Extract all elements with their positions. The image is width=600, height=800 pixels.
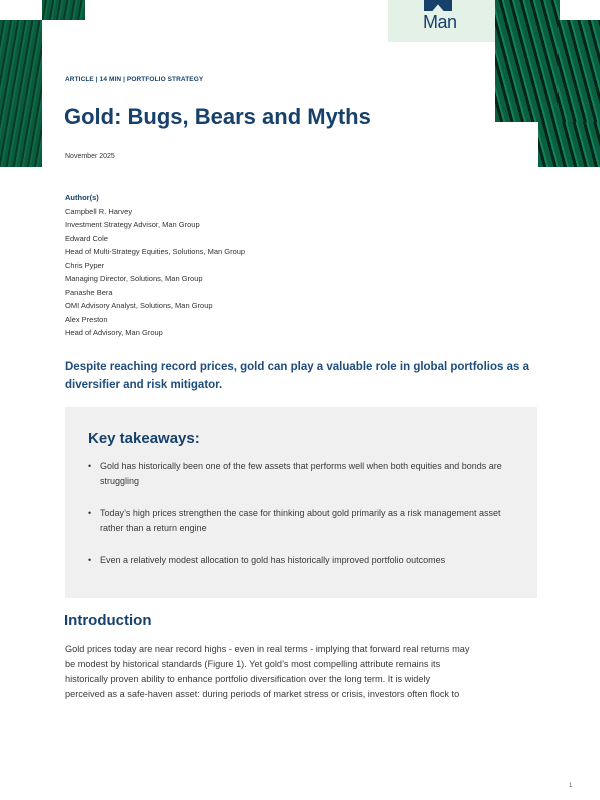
paragraph-line: historically proven ability to enhance portfolio diversification over the long term. It is widely: [65, 674, 431, 684]
meta-category: PORTFOLIO STRATEGY: [126, 76, 204, 83]
meta-type: ARTICLE: [65, 76, 94, 83]
lead-summary: Despite reaching record prices, gold can play a valuable role in global portfolios as a diversifier and risk mitigator.: [65, 361, 529, 391]
decorative-pattern: [538, 122, 600, 167]
authors-heading: Author(s): [65, 193, 99, 202]
logo-text: Man: [423, 12, 457, 32]
publish-date: November 2025: [65, 153, 115, 160]
paragraph-line: be modest by historical standards (Figure 1). Yet gold’s most compelling attribute remains its: [65, 659, 441, 669]
logo-mark-icon: [424, 0, 452, 11]
paragraph-line: perceived as a safe-haven asset: during periods of market stress or crisis, investors often flock to: [65, 689, 460, 699]
author-role: Head of Advisory, Man Group: [65, 328, 163, 337]
page-title: Gold: Bugs, Bears and Myths: [64, 104, 371, 129]
meta-read-time: 14 MIN: [99, 76, 122, 83]
authors-section: [65, 191, 245, 340]
author-name: Edward Cole: [65, 233, 108, 243]
key-takeaways-heading: Key takeaways:: [88, 430, 200, 447]
list-item: • Even a relatively modest allocation to gold has historically improved portfolio outcomes: [88, 553, 518, 568]
page-number: 1: [569, 783, 573, 789]
author-name: Campbell R. Harvey: [65, 206, 133, 216]
author-name: Alex Preston: [65, 314, 108, 324]
key-takeaways-list: [88, 459, 518, 585]
author-role: Investment Strategy Advisor, Man Group: [65, 220, 200, 229]
author-name: Panashe Bera: [65, 287, 113, 297]
introduction-paragraph: [65, 642, 469, 702]
author-role: Head of Multi-Strategy Equities, Solutions, Man Group: [65, 247, 246, 256]
article-meta: ARTICLE | 14 MIN | PORTFOLIO STRATEGY: [65, 76, 204, 83]
paragraph-line: Gold prices today are near record highs - even in real terms - implying that forward real returns may: [65, 644, 470, 654]
author-name: Chris Pyper: [65, 260, 105, 270]
decorative-pattern: [495, 0, 560, 122]
list-item: • Today’s high prices strengthen the case for thinking about gold primarily as a risk management asset rather than a return engine: [88, 506, 518, 536]
logo: [388, 0, 495, 42]
section-heading-introduction: Introduction: [64, 612, 152, 629]
author-role: Managing Director, Solutions, Man Group: [65, 274, 203, 283]
key-takeaways-box: [65, 407, 537, 598]
decorative-pattern: [42, 0, 85, 20]
decorative-pattern: [0, 20, 42, 167]
list-item: • Gold has historically been one of the few assets that performs well when both equities and bonds are struggling: [88, 459, 518, 489]
decorative-pattern: [558, 20, 600, 122]
author-role: OMI Advisory Analyst, Solutions, Man Group: [65, 301, 213, 310]
